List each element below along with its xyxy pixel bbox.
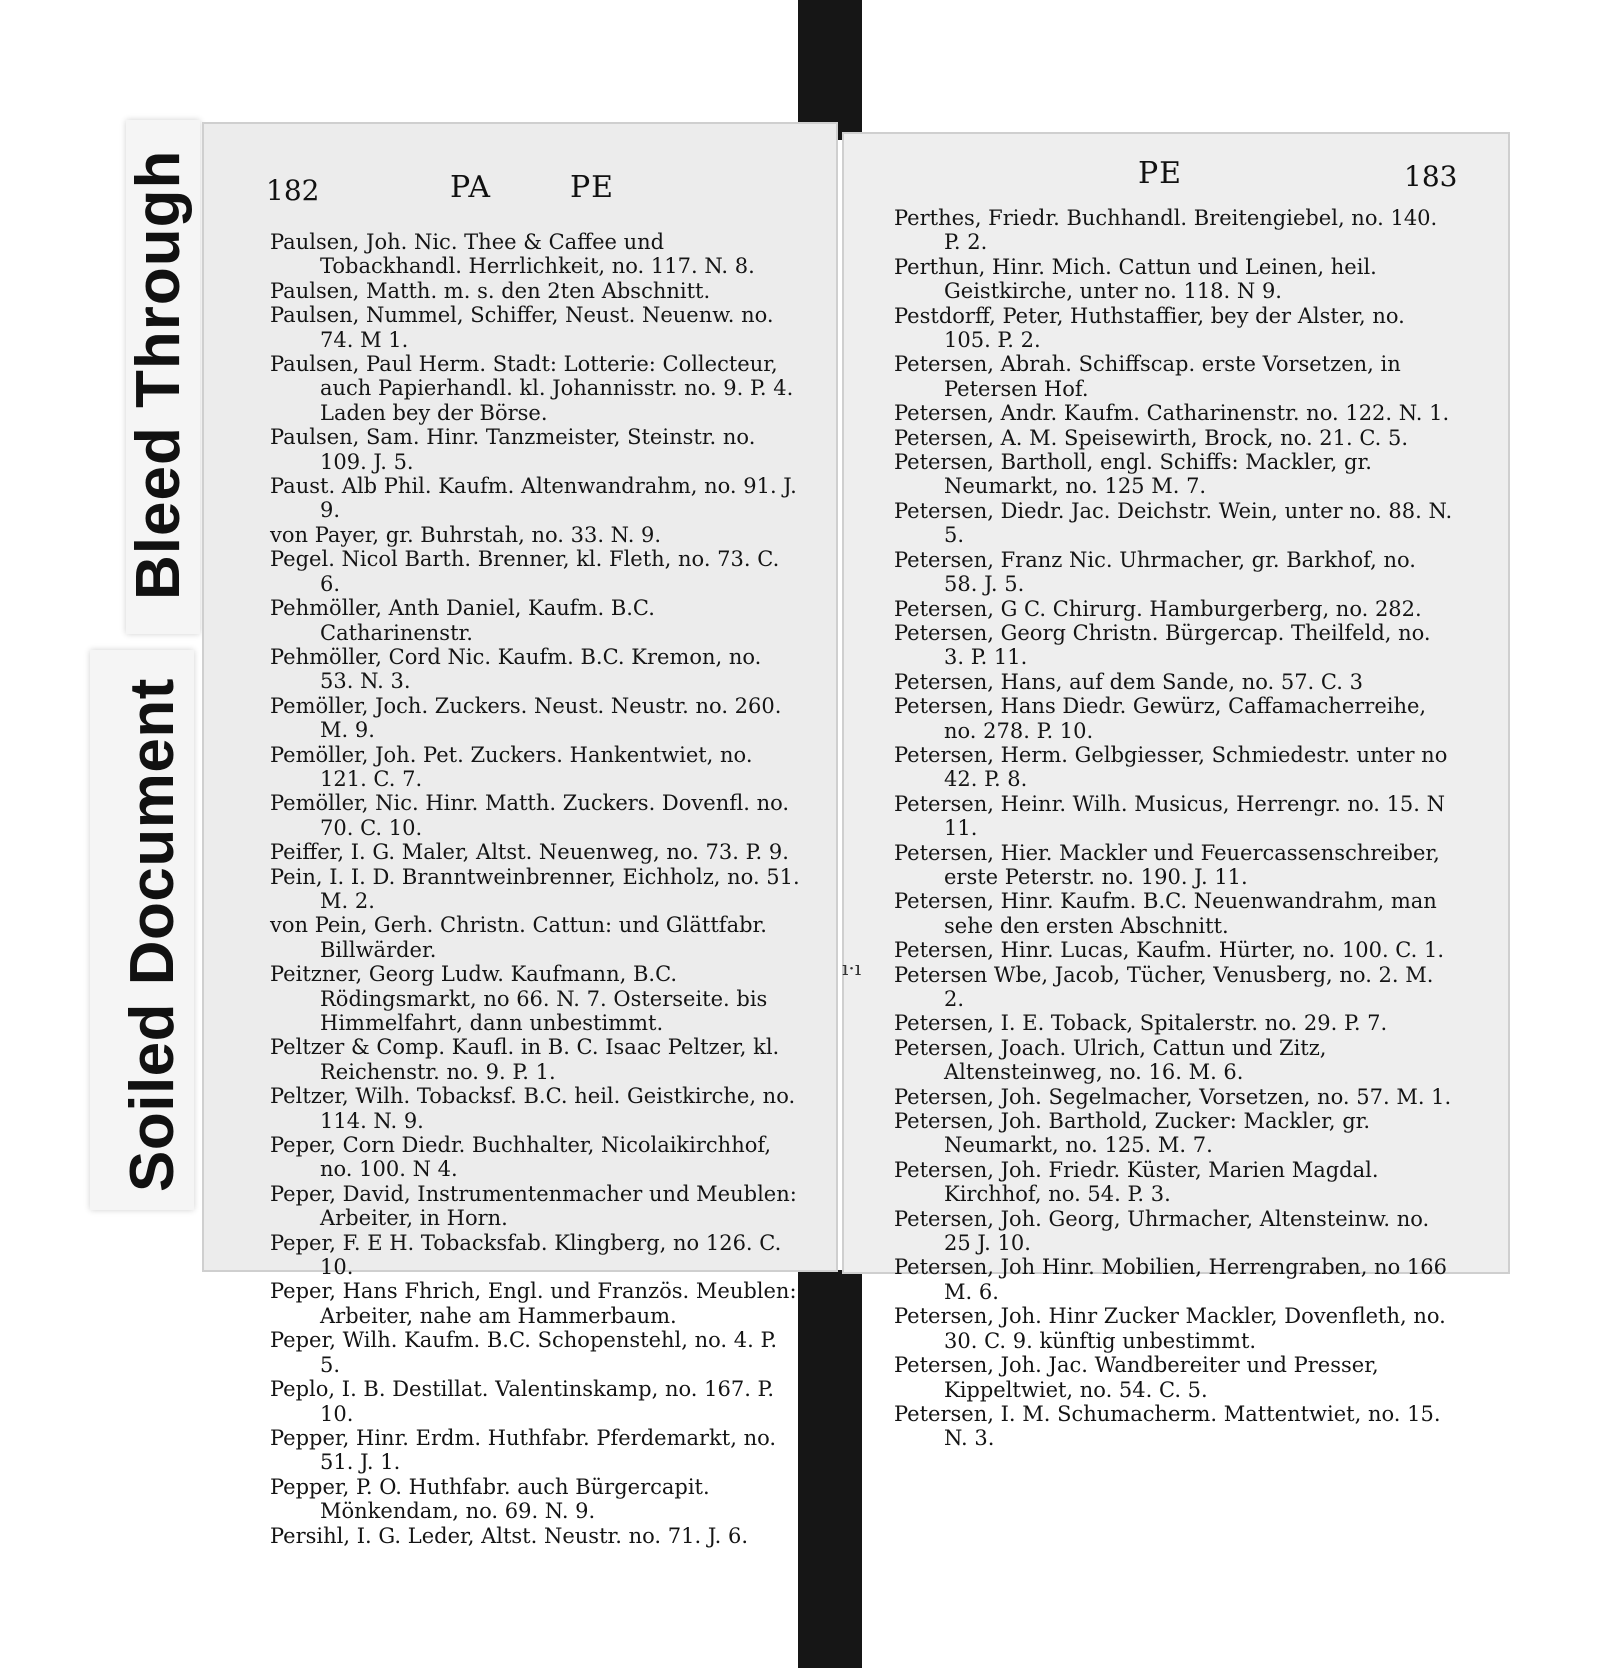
directory-entry (270, 694, 800, 743)
directory-entry (270, 1328, 800, 1377)
directory-entry-text: Petersen, Andr. Kaufm. Catharinenstr. no. 122. N. 1. (894, 401, 1450, 426)
page-number: 182 (266, 174, 320, 207)
directory-entry-text: Peper, Corn Diedr. Buchhalter, Nicolaikirchhof, no. 100. N 4. (270, 1133, 772, 1182)
directory-entry (270, 303, 800, 352)
directory-entry-text: Petersen, Joh. Hinr Zucker Mackler, Dovenfleth, no. 30. C. 9. künftig unbestimmt. (894, 1304, 1446, 1353)
directory-entry (894, 792, 1454, 841)
directory-entry (894, 938, 1454, 962)
directory-entry (270, 230, 800, 279)
directory-entry (894, 499, 1454, 548)
binding-strip-bottom (798, 1270, 862, 1668)
directory-entry-text: Peper, Wilh. Kaufm. B.C. Schopenstehl, no. 4. P. 5. (270, 1328, 777, 1377)
directory-entry-text: Petersen, Herm. Gelbgiesser, Schmiedestr. unter no 42. P. 8. (894, 742, 1448, 792)
directory-entry-text: Petersen, Hans Diedr. Gewürz, Caffamacherreihe, no. 278. P. 10. (894, 694, 1427, 743)
directory-entry (894, 597, 1454, 621)
directory-entry-text: Petersen, Abrah. Schiffscap. erste Vorsetzen, in Petersen Hof. (894, 352, 1401, 401)
directory-entry (894, 1207, 1454, 1256)
directory-entry (270, 279, 800, 303)
directory-entry (270, 1133, 800, 1182)
directory-entry (894, 1255, 1454, 1304)
directory-entry (894, 670, 1454, 694)
directory-entry (270, 962, 800, 1035)
directory-entry (270, 1377, 800, 1426)
directory-entry-text: Petersen, Bartholl, engl. Schiffs: Mackler, gr. Neumarkt, no. 125 M. 7. (894, 450, 1372, 499)
directory-entry-text: Petersen, Joh. Friedr. Küster, Marien Magdal. Kirchhof, no. 54. P. 3. (894, 1157, 1379, 1207)
directory-entry (894, 548, 1454, 597)
directory-entry-text: Paulsen, Sam. Hinr. Tanzmeister, Steinstr. no. 109. J. 5. (270, 425, 756, 474)
directory-entry (894, 426, 1454, 450)
directory-entry (270, 523, 800, 547)
directory-entry-text: Paust. Alb Phil. Kaufm. Altenwandrahm, no. 91. J. 9. (270, 474, 797, 523)
directory-entry-text: Pemöller, Nic. Hinr. Matth. Zuckers. Dovenfl. no. 70. C. 10. (270, 791, 790, 840)
directory-entry-text: Pepper, Hinr. Erdm. Huthfabr. Pferdemarkt, no. 51. J. 1. (270, 1425, 777, 1475)
directory-entry-text: Petersen, Joh. Jac. Wandbereiter und Presser, Kippeltwiet, no. 54. C. 5. (894, 1353, 1379, 1402)
directory-entry-text: Paulsen, Nummel, Schiffer, Neust. Neuenw. no. 74. M 1. (270, 303, 774, 352)
directory-entry (270, 1035, 800, 1084)
directory-entry (894, 1158, 1454, 1207)
directory-entry (894, 1085, 1454, 1109)
directory-entry-text: Pemöller, Joh. Pet. Zuckers. Hankentwiet, no. 121. C. 7. (270, 742, 753, 791)
left-page (202, 122, 838, 1548)
bleed-through-label: Bleed Through (124, 149, 193, 600)
directory-entry (270, 1426, 800, 1475)
directory-entry-text: Pemöller, Joch. Zuckers. Neust. Neustr. no. 260. M. 9. (270, 693, 782, 743)
directory-entry (270, 1231, 800, 1280)
directory-entry-text: Petersen, Diedr. Jac. Deichstr. Wein, unter no. 88. N. 5. (894, 498, 1453, 548)
directory-entry (894, 694, 1454, 743)
directory-entry (270, 1475, 800, 1524)
directory-entry (894, 889, 1454, 938)
directory-entry (894, 255, 1454, 304)
directory-entry-text: Pehmöller, Anth Daniel, Kaufm. B.C. Catharinenstr. (270, 596, 655, 645)
directory-entry-text: Peitzner, Georg Ludw. Kaufmann, B.C. Rödingsmarkt, no 66. N. 7. Osterseite. bis Himmelfahrt, dann unbestimmt. (270, 962, 768, 1035)
directory-entry-text: Petersen, Hier. Mackler und Feuercassenschreiber, erste Peterstr. no. 190. J. 11. (894, 840, 1440, 889)
directory-entry-text: Petersen, Joh. Segelmacher, Vorsetzen, no. 57. M. 1. (894, 1084, 1452, 1109)
directory-entry (270, 645, 800, 694)
soiled-document-label: Soiled Document (118, 678, 187, 1192)
directory-entry (270, 474, 800, 523)
directory-entry-text: Petersen, I. E. Toback, Spitalerstr. no. 29. P. 7. (894, 1011, 1388, 1036)
directory-entry-text: Petersen, Joach. Ulrich, Cattun und Zitz, Altensteinweg, no. 16. M. 6. (894, 1035, 1327, 1085)
directory-entry (894, 1109, 1454, 1158)
directory-entry (894, 963, 1454, 1012)
directory-entry-text: Petersen, Joh Hinr. Mobilien, Herrengraben, no 166 M. 6. (894, 1255, 1447, 1304)
directory-entry-text: von Pein, Gerh. Christn. Cattun: und Glättfabr. Billwärder. (270, 913, 767, 962)
directory-entry (270, 1084, 800, 1133)
directory-entry (894, 401, 1454, 425)
directory-entry-list (894, 206, 1454, 1451)
directory-entry (270, 596, 800, 645)
directory-entry-text: Pein, I. I. D. Branntweinbrenner, Eichholz, no. 51. M. 2. (270, 864, 800, 913)
directory-entry-text: Petersen Wbe, Jacob, Tücher, Venusberg, no. 2. M. 2. (894, 962, 1434, 1011)
directory-entry-text: Petersen, G C. Chirurg. Hamburgerberg, no. 282. (894, 596, 1422, 621)
directory-entry-text: Persihl, I. G. Leder, Altst. Neustr. no. 71. J. 6. (270, 1523, 748, 1548)
directory-entry-text: Pegel. Nicol Barth. Brenner, kl. Fleth, no. 73. C. 6. (270, 547, 780, 596)
directory-entry-text: Pepper, P. O. Huthfabr. auch Bürgercapit. Mönkendam, no. 69. N. 9. (270, 1474, 710, 1524)
directory-entry-text: Petersen, Joh. Barthold, Zucker: Mackler, gr. Neumarkt, no. 125. M. 7. (894, 1109, 1371, 1158)
directory-entry (894, 743, 1454, 792)
directory-entry-text: Paulsen, Paul Herm. Stadt: Lotterie: Collecteur, auch Papierhandl. kl. Johannisstr. no. 9. P. 4. Laden bey der Börse. (270, 352, 794, 425)
directory-entry (894, 1011, 1454, 1035)
directory-entry-text: Petersen, Hans, auf dem Sande, no. 57. C. 3 (894, 669, 1363, 694)
directory-entry (270, 840, 800, 864)
directory-entry-text: Paulsen, Matth. m. s. den 2ten Abschnitt. (270, 278, 711, 303)
page-number: 183 (1404, 160, 1458, 193)
directory-entry (270, 913, 800, 962)
right-page (842, 132, 1510, 1451)
directory-entry (894, 450, 1454, 499)
running-header: PE (1138, 156, 1183, 191)
directory-entry (894, 1036, 1454, 1085)
directory-entry (270, 865, 800, 914)
directory-entry-text: Petersen, Heinr. Wilh. Musicus, Herrengr. no. 15. N 11. (894, 791, 1446, 841)
bleed-mark: ı·ı (842, 956, 862, 980)
directory-entry-text: Peiffer, I. G. Maler, Altst. Neuenweg, no. 73. P. 9. (270, 840, 789, 865)
directory-entry-text: Perthun, Hinr. Mich. Cattun und Leinen, heil. Geistkirche, unter no. 118. N 9. (894, 254, 1377, 304)
directory-entry-text: Petersen, I. M. Schumacherm. Mattentwiet, no. 15. N. 3. (894, 1401, 1441, 1451)
directory-entry (270, 425, 800, 474)
directory-entry-text: Petersen, Franz Nic. Uhrmacher, gr. Barkhof, no. 58. J. 5. (894, 547, 1416, 597)
directory-entry (270, 791, 800, 840)
running-header-left: PA (450, 170, 492, 205)
directory-entry-text: Petersen, Hinr. Lucas, Kaufm. Hürter, no. 100. C. 1. (894, 938, 1444, 963)
directory-entry (270, 1182, 800, 1231)
directory-entry (894, 304, 1454, 353)
directory-entry-text: Peper, Hans Fhrich, Engl. und Französ. Meublen: Arbeiter, nahe am Hammerbaum. (270, 1279, 797, 1328)
directory-entry-text: Petersen, Georg Christn. Bürgercap. Theilfeld, no. 3. P. 11. (894, 620, 1431, 670)
directory-entry (894, 1353, 1454, 1402)
running-header-right: PE (570, 170, 615, 205)
directory-entry (894, 352, 1454, 401)
directory-entry (270, 1279, 800, 1328)
directory-entry-text: Petersen, A. M. Speisewirth, Brock, no. 21. C. 5. (894, 425, 1409, 450)
directory-entry-text: Pestdorff, Peter, Huthstaffier, bey der Alster, no. 105. P. 2. (894, 303, 1405, 353)
binding-strip-top (798, 0, 862, 140)
directory-entry (270, 743, 800, 792)
directory-entry-text: Paulsen, Joh. Nic. Thee & Caffee und Tobackhandl. Herrlichkeit, no. 117. N. 8. (270, 230, 755, 279)
directory-entry-text: Pehmöller, Cord Nic. Kaufm. B.C. Kremon, no. 53. N. 3. (270, 644, 762, 694)
directory-entry-text: Peltzer, Wilh. Tobacksf. B.C. heil. Geistkirche, no. 114. N. 9. (270, 1084, 796, 1133)
directory-entry (894, 1402, 1454, 1451)
directory-entry-text: Peltzer & Comp. Kaufl. in B. C. Isaac Peltzer, kl. Reichenstr. no. 9. P. 1. (270, 1035, 780, 1084)
directory-entry-text: Peper, David, Instrumentenmacher und Meublen: Arbeiter, in Horn. (270, 1181, 797, 1231)
directory-entry-text: Petersen, Hinr. Kaufm. B.C. Neuenwandrahm, man sehe den ersten Abschnitt. (894, 889, 1437, 938)
directory-entry (270, 547, 800, 596)
directory-entry-text: Perthes, Friedr. Buchhandl. Breitengiebel, no. 140. P. 2. (894, 206, 1438, 255)
directory-entry-text: Peper, F. E H. Tobacksfab. Klingberg, no 126. C. 10. (270, 1230, 782, 1280)
directory-entry-text: von Payer, gr. Buhrstah, no. 33. N. 9. (270, 522, 662, 547)
directory-entry-text: Petersen, Joh. Georg, Uhrmacher, Altensteinw. no. 25 J. 10. (894, 1206, 1430, 1256)
directory-entry-text: Peplo, I. B. Destillat. Valentinskamp, no. 167. P. 10. (270, 1377, 775, 1426)
directory-entry-list (270, 230, 800, 1548)
directory-entry (270, 352, 800, 425)
directory-entry (894, 206, 1454, 255)
directory-entry (894, 1304, 1454, 1353)
directory-entry (894, 841, 1454, 890)
directory-entry (270, 1524, 800, 1548)
directory-entry (894, 621, 1454, 670)
